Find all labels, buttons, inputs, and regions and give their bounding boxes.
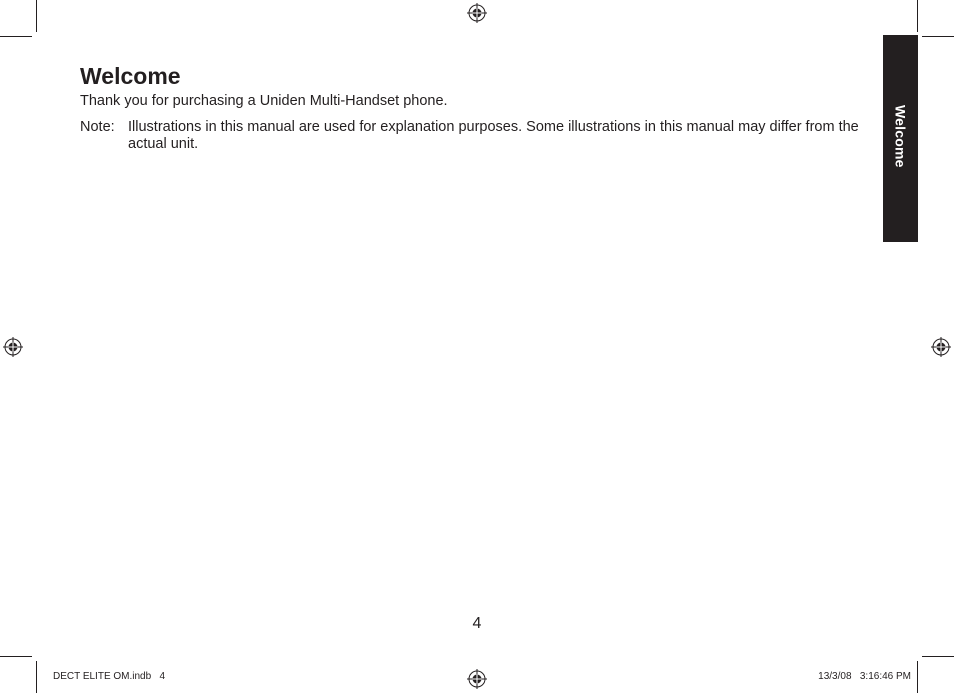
registration-target-icon (3, 337, 23, 357)
side-section-tab-label-wrapper (883, 35, 918, 242)
crop-mark-bottom-left-horizontal (0, 656, 32, 657)
page-title: Welcome (80, 63, 181, 89)
crop-mark-top-right-horizontal (922, 36, 954, 37)
note-label: Note: (80, 119, 115, 135)
crop-mark-bottom-right-horizontal (922, 656, 954, 657)
crop-mark-top-right-vertical (917, 0, 918, 32)
crop-mark-bottom-left-vertical (36, 661, 37, 693)
registration-target-icon (931, 337, 951, 357)
side-section-tab-label: Welcome (892, 105, 909, 168)
note-text: Illustrations in this manual are used for explanation purposes. Some illustrations in this manual may differ from the actual unit. (128, 119, 859, 152)
crop-mark-top-left-vertical (36, 0, 37, 32)
footer-timestamp: 13/3/08 3:16:46 PM (818, 671, 911, 682)
crop-mark-top-left-horizontal (0, 36, 32, 37)
note-block (80, 119, 860, 153)
registration-target-icon (467, 3, 487, 23)
intro-paragraph: Thank you for purchasing a Uniden Multi-Handset phone. (80, 93, 448, 109)
registration-target-icon (467, 669, 487, 689)
footer-file-info: DECT ELITE OM.indb 4 (53, 671, 166, 682)
crop-mark-bottom-right-vertical (917, 661, 918, 693)
page-number: 4 (472, 615, 482, 632)
